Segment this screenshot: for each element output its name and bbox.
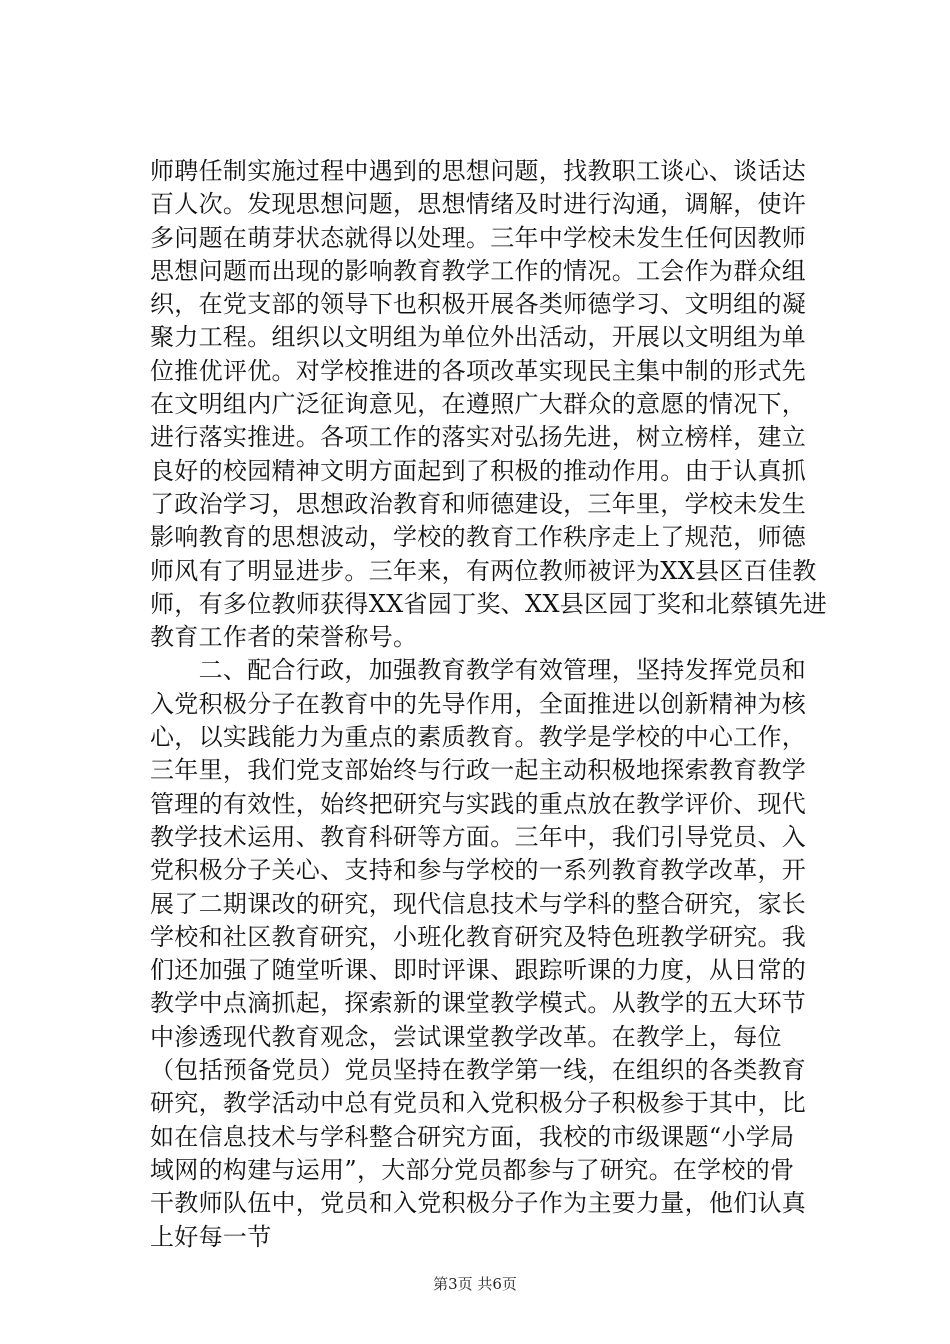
text-line: 教育工作者的荣誉称号。 xyxy=(150,623,418,652)
text-line: 教学中点滴抓起，探索新的课堂教学模式。从教学的五大环节 xyxy=(150,989,807,1018)
text-line: 师聘任制实施过程中遇到的思想问题，找教职工谈心、谈话达 xyxy=(150,157,807,185)
text-line: 位推优评优。对学校推进的各项改革实现民主集中制的形式先 xyxy=(150,356,807,385)
text-line: 管理的有效性，始终把研究与实践的重点放在教学评价、现代 xyxy=(150,789,807,818)
text-line: 了政治学习，思想政治教育和师德建设，三年里，学校未发生 xyxy=(150,489,807,518)
text-line: 在文明组内广泛征询意见，在遵照广大群众的意愿的情况下， xyxy=(150,390,807,419)
page-footer: 第3页 共6页 xyxy=(433,1275,517,1293)
text-line: 思想问题而出现的影响教育教学工作的情况。工会作为群众组 xyxy=(150,256,807,285)
text-line: 入党积极分子在教育中的先导作用，全面推进以创新精神为核 xyxy=(150,689,807,718)
text-line: 师风有了明显进步。三年来，有两位教师被评为XX县区百佳教 xyxy=(150,556,817,585)
text-line: 影响教育的思想波动，学校的教育工作秩序走上了规范，师德 xyxy=(150,523,807,552)
text-line: 心，以实践能力为重点的素质教育。教学是学校的中心工作， xyxy=(150,723,807,752)
text-line: 师，有多位教师获得XX省园丁奖、XX县区园丁奖和北蔡镇先进 xyxy=(150,589,828,618)
text-line: 中渗透现代教育观念，尝试课堂教学改革。在教学上，每位 xyxy=(150,1022,782,1051)
text-line: 上好每一节 xyxy=(150,1222,272,1251)
text-line: 干教师队伍中，党员和入党积极分子作为主要力量，他们认真 xyxy=(150,1189,807,1218)
body-text xyxy=(150,155,828,1254)
text-line: 聚力工程。组织以文明组为单位外出活动，开展以文明组为单 xyxy=(150,323,807,352)
text-line: 学校和社区教育研究，小班化教育研究及特色班教学研究。我 xyxy=(150,922,807,951)
text-line: 教学技术运用、教育科研等方面。三年中，我们引导党员、入 xyxy=(150,822,807,851)
text-line: 研究，教学活动中总有党员和入党积极分子积极参于其中，比 xyxy=(150,1089,807,1118)
text-line: 们还加强了随堂听课、即时评课、跟踪听课的力度，从日常的 xyxy=(150,956,807,985)
text-line: 三年里，我们党支部始终与行政一起主动积极地探索教育教学 xyxy=(150,756,807,785)
text-line: 如在信息技术与学科整合研究方面，我校的市级课题“小学局 xyxy=(150,1122,795,1151)
text-line: 进行落实推进。各项工作的落实对弘扬先进，树立榜样，建立 xyxy=(150,423,807,452)
text-line: 二、配合行政，加强教育教学有效管理，坚持发挥党员和 xyxy=(150,656,807,685)
text-line: 展了二期课改的研究，现代信息技术与学科的整合研究，家长 xyxy=(150,889,807,918)
text-line: 党积极分子关心、支持和参与学校的一系列教育教学改革，开 xyxy=(150,856,807,885)
text-line: 多问题在萌芽状态就得以处理。三年中学校未发生任何因教师 xyxy=(150,223,807,252)
text-line: 良好的校园精神文明方面起到了积极的推动作用。由于认真抓 xyxy=(150,456,807,485)
text-line: 百人次。发现思想问题，思想情绪及时进行沟通，调解，使许 xyxy=(150,190,807,219)
text-line: 域网的构建与运用”，大部分党员都参与了研究。在学校的骨 xyxy=(150,1155,795,1184)
text-line: （包括预备党员）党员坚持在教学第一线，在组织的各类教育 xyxy=(150,1056,807,1085)
text-line: 织，在党支部的领导下也积极开展各类师德学习、文明组的凝 xyxy=(150,290,807,319)
